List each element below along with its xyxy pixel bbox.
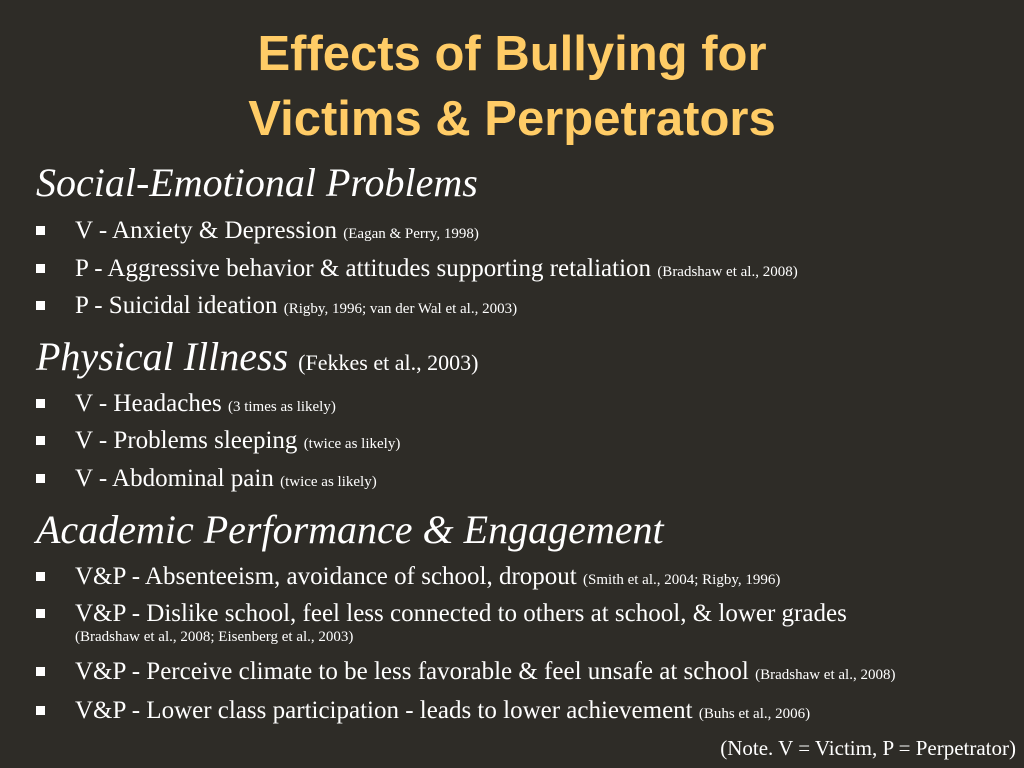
square-bullet-icon — [36, 226, 45, 235]
item-citation: (twice as likely) — [280, 474, 377, 490]
item-citation: (Bradshaw et al., 2008) — [755, 667, 896, 683]
square-bullet-icon — [36, 301, 45, 310]
item-text: V&P - Absenteeism, avoidance of school, dropout — [75, 563, 584, 590]
item-text: V&P - Perceive climate to be less favorable & feel unsafe at school — [75, 658, 756, 685]
square-bullet-icon — [36, 474, 45, 483]
item-citation: (Bradshaw et al., 2008) — [657, 264, 798, 280]
item-citation: (Bradshaw et al., 2008; Eisenberg et al., 2003) — [75, 629, 354, 645]
item-citation: (Smith et al., 2004; Rigby, 1996) — [583, 572, 781, 588]
section-heading-text: Academic Performance & Engagement — [36, 507, 664, 552]
item-text: V - Anxiety & Depression — [75, 217, 344, 244]
footnote: (Note. V = Victim, P = Perpetrator) — [720, 736, 1016, 760]
section-heading-social-emotional — [36, 160, 478, 205]
section-heading-text: Physical Illness — [36, 334, 289, 379]
square-bullet-icon — [36, 264, 45, 273]
square-bullet-icon — [36, 399, 45, 408]
slide-title-line-1: Effects of Bullying for — [257, 27, 767, 81]
item-citation: (Eagan & Perry, 1998) — [343, 226, 479, 242]
item-text: P - Aggressive behavior & attitudes supporting retaliation — [75, 255, 658, 282]
item-text: V - Problems sleeping — [75, 427, 304, 454]
square-bullet-icon — [36, 609, 45, 618]
item-citation: (3 times as likely) — [227, 399, 336, 415]
section-heading-physical-illness — [36, 334, 479, 379]
item-citation: (twice as likely) — [303, 436, 401, 452]
item-text: P - Suicidal ideation — [75, 292, 284, 319]
slide-title-line-2: Victims & Perpetrators — [248, 92, 776, 146]
item-text: V - Abdominal pain — [75, 465, 281, 492]
square-bullet-icon — [36, 572, 45, 581]
item-citation: (Buhs et al., 2006) — [698, 706, 811, 722]
item-citation: (Rigby, 1996; van der Wal et al., 2003) — [283, 301, 518, 317]
square-bullet-icon — [36, 436, 45, 445]
square-bullet-icon — [36, 706, 45, 715]
item-text: V&P - Dislike school, feel less connected to others at school, & lower grades — [75, 600, 847, 627]
square-bullet-icon — [36, 667, 45, 676]
section-heading-text: Social-Emotional Problems — [36, 160, 478, 205]
item-text: V&P - Lower class participation - leads to lower achievement — [75, 697, 699, 724]
item-text: V - Headaches — [75, 390, 228, 417]
section-heading-citation: (Fekkes et al., 2003) — [298, 350, 479, 375]
section-heading-academic — [36, 507, 664, 552]
